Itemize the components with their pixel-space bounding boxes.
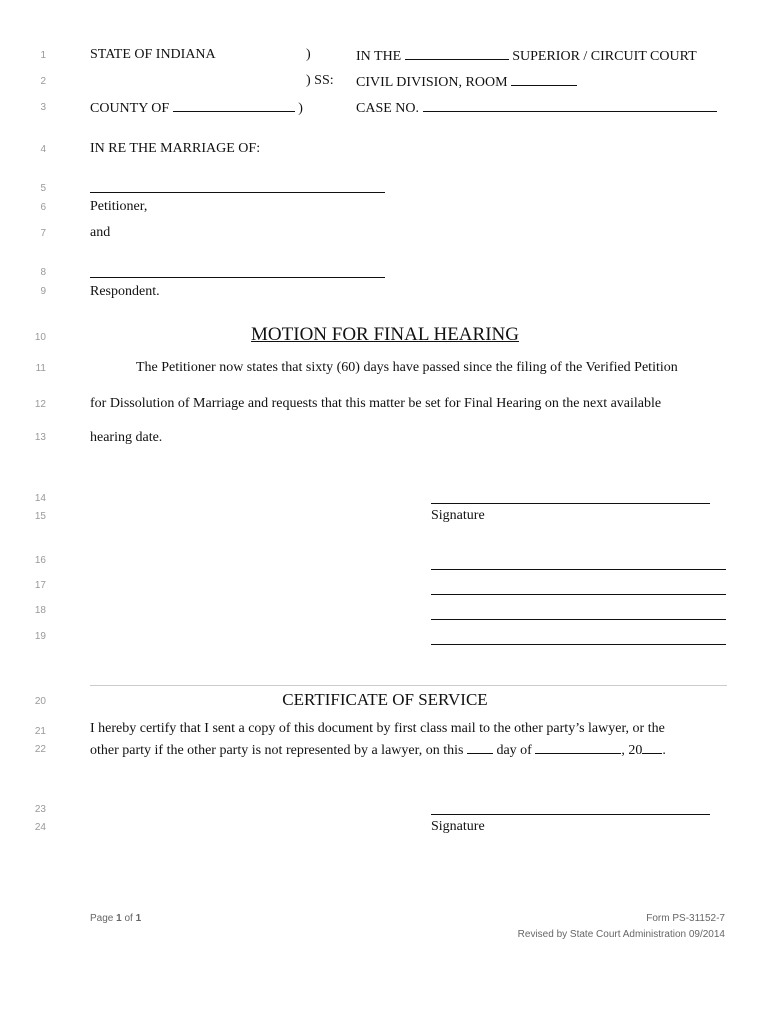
- certificate-text: .: [662, 743, 666, 758]
- court-line: [356, 47, 697, 65]
- address-line[interactable]: [431, 619, 726, 620]
- court-name-field[interactable]: [405, 47, 509, 60]
- signature-line[interactable]: [431, 814, 710, 815]
- ss-label: ) SS:: [306, 73, 334, 88]
- page-indicator: [90, 913, 141, 924]
- month-field[interactable]: [535, 741, 621, 754]
- in-re-heading: IN RE THE MARRIAGE OF:: [90, 141, 261, 156]
- form-number: Form PS-31152-7: [646, 913, 725, 924]
- line-number: 22: [34, 744, 46, 755]
- division-label: CIVIL DIVISION, ROOM: [356, 75, 508, 90]
- line-number: 8: [40, 267, 46, 278]
- line-number: 13: [34, 432, 46, 443]
- case-no-field[interactable]: [423, 99, 717, 112]
- page-prefix: Page: [90, 913, 114, 924]
- respondent-name-field[interactable]: [90, 277, 385, 278]
- motion-text-line: hearing date.: [90, 430, 163, 445]
- line-number: 12: [34, 399, 46, 410]
- address-line[interactable]: [431, 569, 726, 570]
- certificate-text-line: I hereby certify that I sent a copy of this document by first class mail to the other party’s lawyer, or the: [90, 721, 665, 736]
- day-field[interactable]: [467, 741, 493, 754]
- line-number: 18: [34, 605, 46, 616]
- signature-label: Signature: [431, 508, 485, 523]
- line-number: 15: [34, 511, 46, 522]
- certificate-text: , 20: [621, 743, 643, 758]
- certificate-text-line: [90, 741, 666, 759]
- county-line: [90, 99, 303, 117]
- line-number: 21: [34, 726, 46, 737]
- line-number: 14: [34, 493, 46, 504]
- court-type-label: SUPERIOR / CIRCUIT COURT: [512, 49, 697, 64]
- line-number: 1: [40, 50, 46, 61]
- line-number: 23: [34, 804, 46, 815]
- section-divider: [90, 685, 727, 686]
- line-number: 24: [34, 822, 46, 833]
- county-field[interactable]: [173, 99, 295, 112]
- line-number: 3: [40, 102, 46, 113]
- line-number: 10: [34, 332, 46, 343]
- line-number: 9: [40, 286, 46, 297]
- line-number: 5: [40, 183, 46, 194]
- page-number: 1: [116, 913, 122, 924]
- caption-paren: ): [306, 47, 311, 62]
- and-label: and: [90, 225, 111, 240]
- line-number: 20: [34, 696, 46, 707]
- line-number: 7: [40, 228, 46, 239]
- line-number: 4: [40, 144, 46, 155]
- line-number: 16: [34, 555, 46, 566]
- line-number: 11: [35, 363, 46, 374]
- case-no-label: CASE NO.: [356, 101, 420, 116]
- motion-text-line: for Dissolution of Marriage and requests that this matter be set for Final Hearing on the next available: [90, 396, 662, 411]
- certificate-text: day of: [496, 743, 532, 758]
- signature-label: Signature: [431, 819, 485, 834]
- in-the-label: IN THE: [356, 49, 402, 64]
- petitioner-name-field[interactable]: [90, 192, 385, 193]
- state-label: STATE OF INDIANA: [90, 47, 216, 62]
- signature-line[interactable]: [431, 503, 710, 504]
- address-line[interactable]: [431, 594, 726, 595]
- line-number: 19: [34, 631, 46, 642]
- page-of: of: [124, 913, 133, 924]
- room-field[interactable]: [511, 73, 577, 86]
- motion-text-line: The Petitioner now states that sixty (60) days have passed since the filing of the Verified Petition: [136, 360, 678, 375]
- line-number: 6: [40, 202, 46, 213]
- certificate-text: other party if the other party is not represented by a lawyer, on this: [90, 743, 464, 758]
- page-total: 1: [135, 913, 142, 924]
- petitioner-label: Petitioner,: [90, 199, 148, 214]
- division-line: [356, 73, 577, 91]
- revision-note: Revised by State Court Administration 09/2014: [517, 929, 725, 940]
- line-number: 2: [40, 76, 46, 87]
- year-field[interactable]: [642, 741, 662, 754]
- caption-paren: ): [298, 101, 303, 116]
- address-line[interactable]: [431, 644, 726, 645]
- respondent-label: Respondent.: [90, 284, 160, 299]
- line-number: 17: [34, 580, 46, 591]
- motion-title: MOTION FOR FINAL HEARING: [251, 324, 519, 345]
- case-line: [356, 99, 717, 117]
- certificate-title: CERTIFICATE OF SERVICE: [282, 690, 488, 709]
- county-label: COUNTY OF: [90, 101, 170, 116]
